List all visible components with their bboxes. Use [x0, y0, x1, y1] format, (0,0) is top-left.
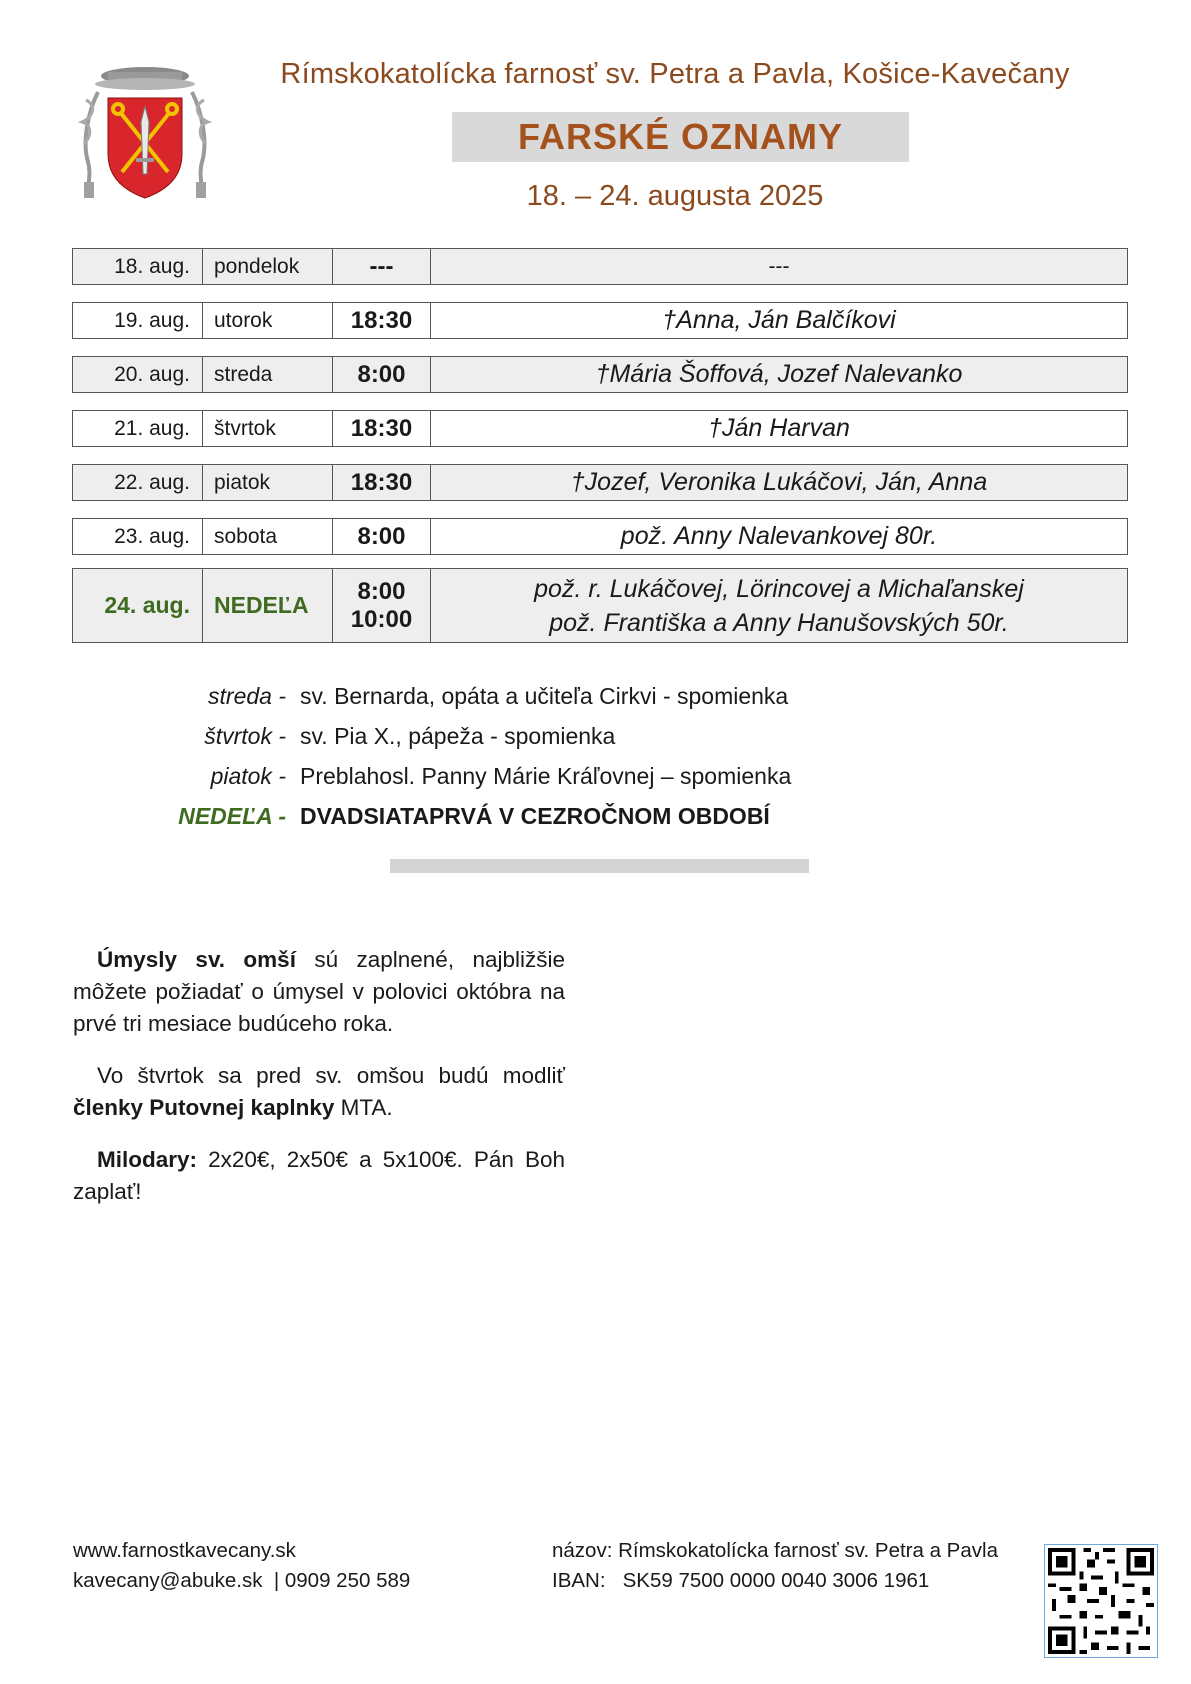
announcement	[73, 944, 565, 1040]
schedule-time: 8:00	[333, 519, 431, 554]
feast-item	[140, 796, 900, 836]
feast-day: štvrtok -	[204, 722, 286, 749]
schedule-row-tuesday	[72, 302, 1128, 339]
schedule-time: 8:00	[333, 357, 431, 392]
iban: IBAN: SK59 7500 0000 0040 3006 1961	[552, 1569, 930, 1592]
schedule-row-wednesday	[72, 356, 1128, 393]
schedule-day: pondelok	[203, 249, 333, 284]
website-link[interactable]: www.farnostkavecany.sk	[73, 1539, 296, 1562]
title-banner	[452, 112, 909, 162]
schedule-row-thursday	[72, 410, 1128, 447]
feast-text: sv. Pia X., pápeža - spomienka	[300, 722, 616, 749]
schedule-day: utorok	[203, 303, 333, 338]
schedule-times	[333, 569, 431, 642]
schedule-row-monday	[72, 248, 1128, 285]
schedule-intention: †Mária Šoffová, Jozef Nalevanko	[595, 360, 963, 388]
schedule-day: štvrtok	[203, 411, 333, 446]
schedule-row-friday	[72, 464, 1128, 501]
schedule-date: 18. aug.	[73, 249, 203, 284]
announcement-bold: členky Putovnej kaplnky	[73, 1095, 335, 1120]
email-phone[interactable]: kavecany@abuke.sk | 0909 250 589	[73, 1569, 411, 1592]
feast-item	[140, 716, 900, 756]
schedule-intentions	[431, 569, 1127, 642]
schedule-intention: †Ján Harvan	[708, 414, 850, 442]
schedule-intention: pož. r. Lukáčovej, Lörincovej a Michaľanskej	[534, 574, 1024, 603]
feast-item	[140, 756, 900, 796]
announcement-text: 2x20€, 2x50€ a 5x100€. Pán Boh zaplať!	[73, 1147, 565, 1204]
schedule-time: 18:30	[333, 303, 431, 338]
schedule-time: ---	[333, 249, 431, 284]
announcement-text: sú zaplnené, najbližšie môžete požiadať o úmysel v polovici októbra na prvé tri mesiace budúceho roka.	[73, 947, 566, 1036]
schedule-intention: ---	[768, 254, 790, 278]
schedule-day: streda	[203, 357, 333, 392]
schedule-day: piatok	[203, 465, 333, 500]
schedule-row-saturday	[72, 518, 1128, 555]
schedule-date: 24. aug.	[73, 569, 203, 642]
schedule-intention: pož. Anny Nalevankovej 80r.	[620, 522, 938, 550]
feast-text: DVADSIATAPRVÁ V CEZROČNOM OBDOBÍ	[300, 802, 770, 829]
feast-day: streda -	[208, 682, 286, 709]
schedule-date: 19. aug.	[73, 303, 203, 338]
announcement-bold: Milodary:	[97, 1147, 198, 1172]
qr-code-icon	[1044, 1544, 1158, 1658]
feast-day: piatok -	[210, 762, 286, 789]
separator-bar	[390, 859, 809, 873]
page-title: FARSKÉ OZNAMY	[517, 116, 843, 157]
schedule-day: NEDEĽA	[203, 569, 333, 642]
schedule-intention: †Anna, Ján Balčíkovi	[662, 306, 896, 334]
feast-text: Preblahosl. Panny Márie Kráľovnej – spomienka	[300, 762, 792, 789]
schedule-intention: pož. Františka a Anny Hanušovských 50r.	[549, 608, 1009, 637]
schedule-time: 10:00	[350, 605, 413, 633]
account-name: názov: Rímskokatolícka farnosť sv. Petra a Pavla	[552, 1539, 998, 1562]
feast-item	[140, 676, 900, 716]
schedule-date: 20. aug.	[73, 357, 203, 392]
announcement-bold: Úmysly sv. omší	[97, 947, 296, 972]
footer-bank	[552, 1536, 998, 1596]
feast-day: NEDEĽA -	[178, 802, 286, 829]
announcement-text: Vo štvrtok sa pred sv. omšou budú modliť	[97, 1063, 565, 1088]
coat-of-arms-icon	[78, 62, 212, 204]
schedule-time: 18:30	[333, 411, 431, 446]
feast-text: sv. Bernarda, opáta a učiteľa Cirkvi - spomienka	[300, 682, 789, 709]
announcement-text: MTA.	[334, 1095, 393, 1120]
schedule-date: 21. aug.	[73, 411, 203, 446]
date-range: 18. – 24. augusta 2025	[526, 180, 824, 212]
schedule-row-sunday	[72, 568, 1128, 643]
feast-list	[140, 676, 900, 836]
schedule-time: 8:00	[357, 577, 406, 605]
schedule-date: 23. aug.	[73, 519, 203, 554]
footer-contact	[73, 1536, 410, 1596]
schedule-day: sobota	[203, 519, 333, 554]
schedule-time: 18:30	[333, 465, 431, 500]
schedule-date: 22. aug.	[73, 465, 203, 500]
schedule-intention: †Jozef, Veronika Lukáčovi, Ján, Anna	[570, 468, 988, 496]
announcement	[73, 1144, 565, 1208]
parish-name: Rímskokatolícka farnosť sv. Petra a Pavla, Košice-Kavečany	[280, 58, 1070, 90]
announcements	[73, 944, 565, 1228]
announcement	[73, 1060, 565, 1124]
